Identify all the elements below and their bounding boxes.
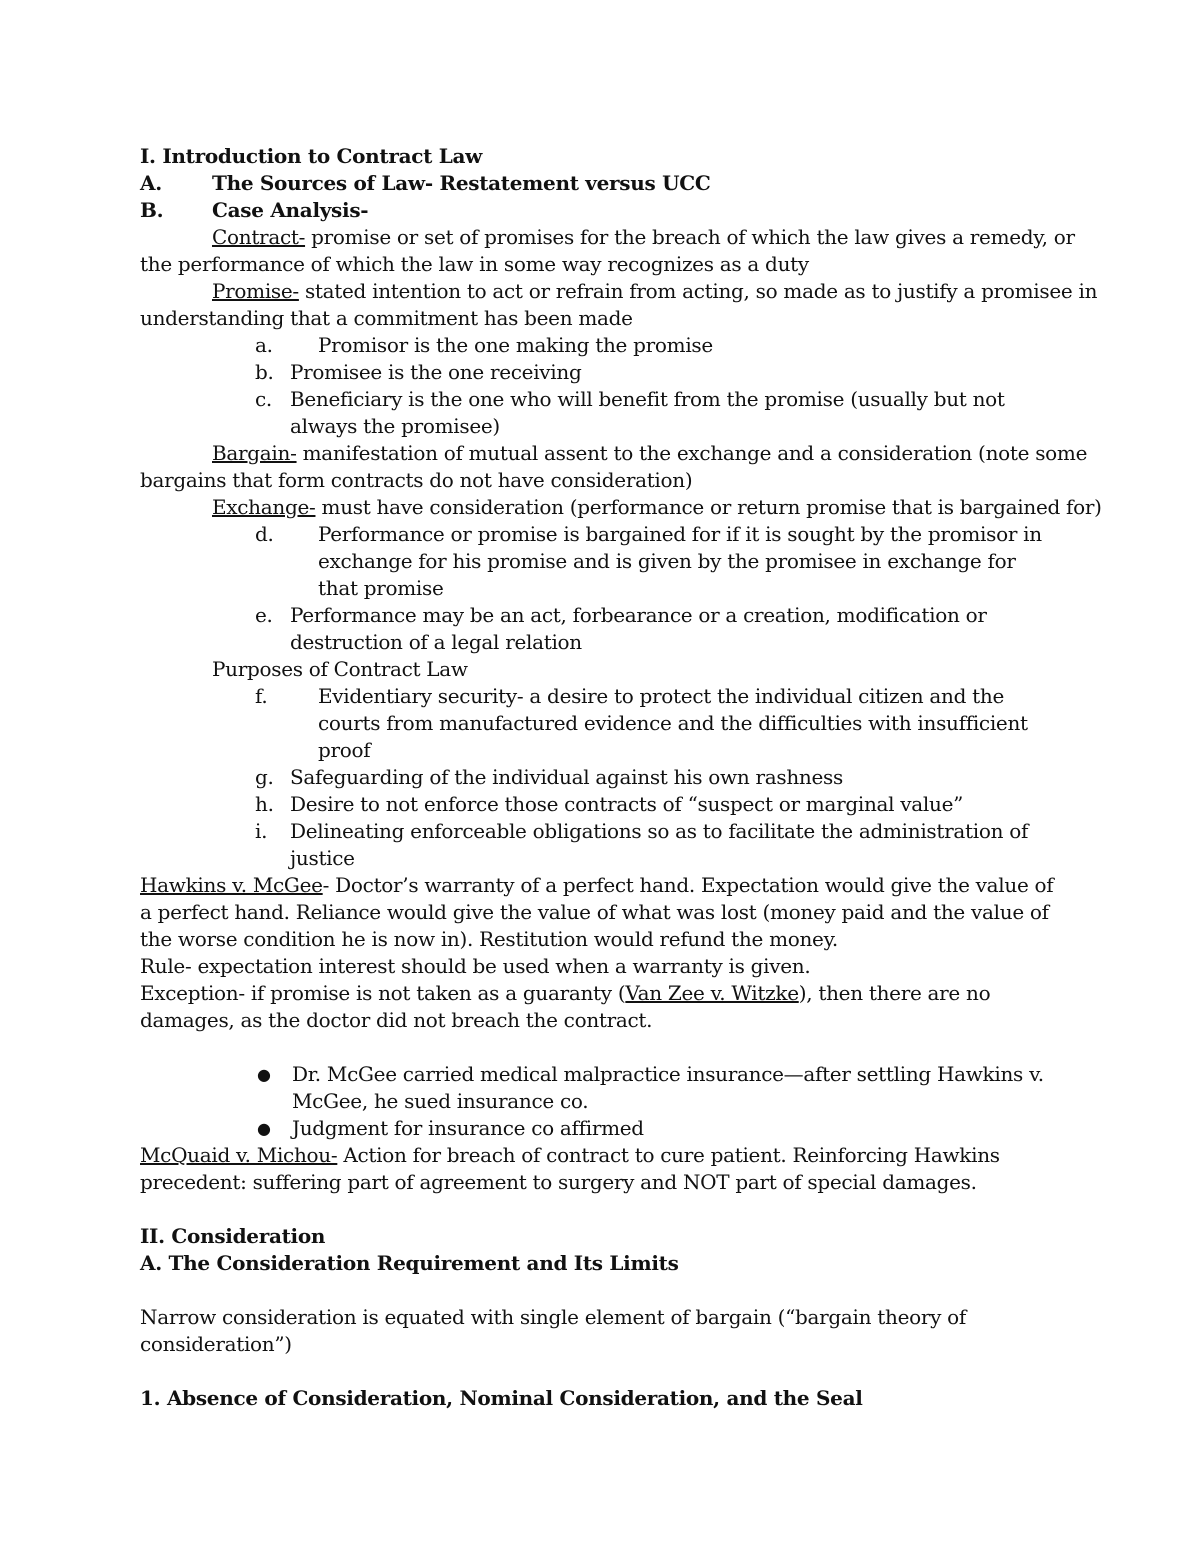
list-marker: b. [255,360,274,384]
list-item [140,791,1060,818]
list-item [140,602,1060,656]
bullet-icon: ● [257,1119,271,1138]
promise-definition [140,278,1098,305]
list-marker: d. [255,522,274,546]
list-text: Delineating enforceable obligations so as to facilitate the administration of justice [290,819,1029,870]
purposes-heading: Purposes of Contract Law [212,657,468,681]
promise-definition-cont: understanding that a commitment has been made [140,306,633,330]
exchange-term: Exchange- [212,495,316,519]
mcquaid-case-name: McQuaid v. Michou- [140,1143,338,1167]
list-text: Performance may be an act, forbearance or a creation, modification or destruction of a legal relation [290,603,987,654]
subsection-b [140,197,1060,224]
bullet-item [140,1061,1060,1115]
contract-text: promise or set of promises for the breach of which the law gives a remedy, or [305,225,1075,249]
list-item [140,359,1060,386]
list-marker: i. [255,819,268,843]
subsection-b-title: Case Analysis- [212,198,369,222]
list-text: Beneficiary is the one who will benefit from the promise (usually but not always the promisee) [290,387,1005,438]
hawkins-exception [140,980,1060,1034]
list-marker: e. [255,603,273,627]
section-1-title: I. Introduction to Contract Law [140,144,483,168]
bargain-text: manifestation of mutual assent to the exchange and a consideration (note some [296,441,1088,465]
bullet-icon: ● [257,1065,271,1084]
promise-text: stated intention to act or refrain from acting, so made as to justify a promisee in [298,279,1098,303]
exchange-definition [140,494,1102,521]
list-marker: a. [255,333,273,357]
list-text: Evidentiary security- a desire to protect the individual citizen and the courts from manufactured evidence and the difficulties with insufficient proof [318,684,1028,762]
section-2-heading-1: 1. Absence of Consideration, Nominal Consideration, and the Seal [140,1386,863,1410]
bullet-text: Dr. McGee carried medical malpractice insurance—after settling Hawkins v. McGee, he sued insurance co. [292,1062,1044,1113]
consideration-paragraph: Narrow consideration is equated with single element of bargain (“bargain theory of consideration”) [140,1305,967,1356]
section-2-title: II. Consideration [140,1224,326,1248]
subsection-a [140,170,1060,197]
list-marker: g. [255,765,274,789]
bargain-definition-cont: bargains that form contracts do not have consideration) [140,468,693,492]
list-text: Desire to not enforce those contracts of “suspect or marginal value” [290,792,964,816]
bullet-item [140,1115,1060,1142]
list-marker: c. [255,387,272,411]
bullet-text: Judgment for insurance co affirmed [292,1116,644,1140]
exchange-text: must have consideration (performance or return promise that is bargained for) [315,495,1102,519]
list-item [140,818,1060,872]
list-item [140,764,1060,791]
hawkins-case-name: Hawkins v. McGee [140,873,323,897]
promise-term: Promise- [212,279,299,303]
section-2-subtitle: A. The Consideration Requirement and Its Limits [140,1251,679,1275]
hawkins-paragraph [140,872,1060,953]
hawkins-text: - Doctor’s warranty of a perfect hand. Expectation would give the value of a perfect hand. Reliance would give the value of what was lost (money paid and the value of the worse condition he is now in). Restitution would refund the money. [140,873,1054,951]
list-item [140,521,1060,602]
exception-post: ), then there are no damages, as the doctor did not breach the contract. [140,981,991,1032]
list-item [140,683,1060,764]
list-item [140,386,1060,440]
document-page [140,143,1102,1412]
mcquaid-paragraph [140,1142,1060,1196]
subsection-a-title: The Sources of Law- Restatement versus UCC [212,171,711,195]
contract-definition-cont: the performance of which the law in some way recognizes as a duty [140,252,809,276]
contract-definition [140,224,1075,251]
list-text: Promisee is the one receiving [290,360,582,384]
van-zee-case-name: Van Zee v. Witzke [625,981,799,1005]
exception-pre: Exception- if promise is not taken as a guaranty ( [140,981,626,1005]
hawkins-rule: Rule- expectation interest should be used when a warranty is given. [140,954,811,978]
list-text: Performance or promise is bargained for if it is sought by the promisor in exchange for his promise and is given by the promisee in exchange for that promise [318,522,1042,600]
mcquaid-text: Action for breach of contract to cure patient. Reinforcing Hawkins precedent: suffering part of agreement to surgery and NOT part of special damages. [140,1143,1000,1194]
list-text: Promisor is the one making the promise [318,333,713,357]
contract-term: Contract- [212,225,306,249]
list-item [140,332,1060,359]
list-marker: h. [255,792,274,816]
list-text: Safeguarding of the individual against his own rashness [290,765,843,789]
list-marker: f. [255,684,268,708]
subsection-b-label: B. [140,198,164,222]
bargain-definition [140,440,1088,467]
bargain-term: Bargain- [212,441,297,465]
subsection-a-label: A. [140,171,162,195]
